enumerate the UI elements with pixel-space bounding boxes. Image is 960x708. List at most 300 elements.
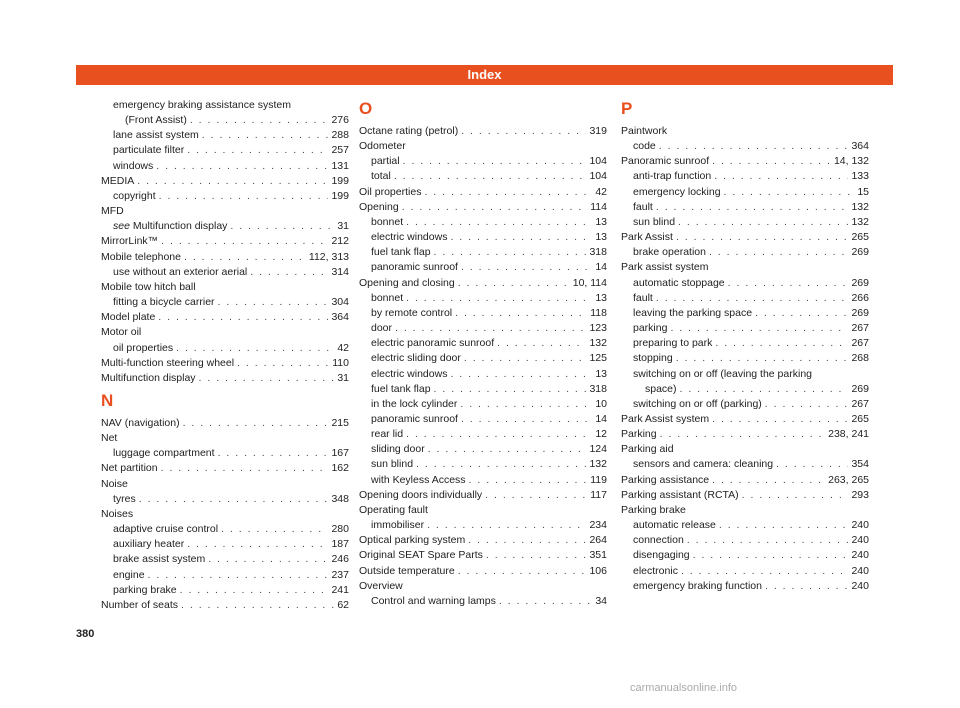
- entry-pages: 114: [590, 200, 607, 213]
- index-entry[interactable]: [359, 215, 607, 230]
- entry-label: luggage compartment: [113, 447, 215, 460]
- leader-dots: [184, 250, 306, 265]
- entry-pages: 266: [851, 291, 869, 304]
- index-entry[interactable]: [101, 265, 349, 280]
- index-entry[interactable]: [101, 552, 349, 567]
- leader-dots: [181, 598, 334, 613]
- leader-dots: [712, 154, 831, 169]
- entry-pages: 187: [331, 538, 349, 551]
- entry-label: parking: [633, 322, 668, 335]
- leader-dots: [218, 295, 329, 310]
- leader-dots: [712, 473, 825, 488]
- entry-pages: 246: [331, 553, 349, 566]
- index-entry[interactable]: [359, 169, 607, 184]
- entry-label: disengaging: [633, 549, 690, 562]
- leader-dots: [434, 245, 587, 260]
- index-entry[interactable]: [359, 185, 607, 200]
- leader-dots: [486, 548, 587, 563]
- index-column-2: [359, 98, 607, 609]
- leader-dots: [680, 382, 849, 397]
- leader-dots: [458, 564, 587, 579]
- entry-pages: 267: [851, 397, 869, 410]
- leader-dots: [159, 189, 329, 204]
- entry-pages: 133: [851, 170, 869, 183]
- leader-dots: [765, 579, 848, 594]
- entry-label: emergency locking: [633, 185, 721, 198]
- leader-dots: [434, 382, 587, 397]
- leader-dots: [406, 291, 592, 306]
- entry-pages: 132: [589, 337, 607, 350]
- index-entry[interactable]: [621, 230, 869, 245]
- index-entry[interactable]: [359, 260, 607, 275]
- entry-pages: 13: [595, 215, 607, 228]
- index-entry[interactable]: [101, 295, 349, 310]
- index-entry[interactable]: [101, 416, 349, 431]
- entry-pages: 132: [851, 200, 869, 213]
- leader-dots: [724, 185, 855, 200]
- entry-label: Opening: [359, 200, 399, 213]
- leader-dots: [461, 412, 592, 427]
- index-entry[interactable]: [101, 113, 349, 128]
- entry-pages: 42: [337, 341, 349, 354]
- entry-label: anti-trap function: [633, 170, 712, 183]
- entry-label: Multifunction display: [101, 371, 196, 384]
- leader-dots: [693, 548, 849, 563]
- entry-label: Parking: [621, 428, 657, 441]
- index-heading: Operating fault: [359, 503, 428, 516]
- index-entry[interactable]: [101, 583, 349, 598]
- index-entry[interactable]: [359, 594, 607, 609]
- entry-pages: 199: [331, 174, 349, 187]
- entry-label: Parking assistance: [621, 473, 710, 486]
- entry-label: Multifunction display: [132, 220, 228, 233]
- entry-pages: 162: [331, 462, 349, 475]
- entry-label: copyright: [113, 189, 156, 202]
- index-entry[interactable]: [101, 250, 349, 265]
- page-number: 380: [76, 628, 95, 640]
- entry-pages: 265: [851, 231, 869, 244]
- entry-pages: 276: [331, 114, 349, 127]
- leader-dots: [676, 230, 849, 245]
- index-entry[interactable]: [621, 291, 869, 306]
- leader-dots: [416, 457, 586, 472]
- entry-label: automatic stoppage: [633, 276, 725, 289]
- entry-label: Panoramic sunroof: [621, 155, 710, 168]
- index-heading: Park assist system: [621, 261, 709, 274]
- index-heading: Noises: [101, 507, 134, 520]
- leader-dots: [687, 533, 849, 548]
- entry-pages: 269: [851, 382, 869, 395]
- leader-dots: [394, 169, 587, 184]
- index-entry[interactable]: [621, 412, 869, 427]
- entry-label: electronic: [633, 564, 678, 577]
- leader-dots: [218, 446, 329, 461]
- entry-pages: 240: [851, 564, 869, 577]
- index-entry[interactable]: [101, 143, 349, 158]
- entry-label: Control and warning lamps: [371, 594, 496, 607]
- entry-label: panoramic sunroof: [371, 261, 458, 274]
- entry-pages: 132: [589, 458, 607, 471]
- index-column-1: [101, 98, 349, 613]
- entry-label: fuel tank flap: [371, 246, 431, 259]
- entry-label: preparing to park: [633, 337, 713, 350]
- entry-pages: 118: [590, 306, 607, 319]
- leader-dots: [765, 397, 849, 412]
- leader-dots: [719, 518, 849, 533]
- entry-pages: 104: [589, 155, 607, 168]
- entry-label: door: [371, 322, 393, 335]
- index-heading: MFD: [101, 205, 124, 218]
- leader-dots: [455, 306, 587, 321]
- index-entry[interactable]: [359, 200, 607, 215]
- index-entry[interactable]: [359, 276, 607, 291]
- leader-dots: [395, 321, 586, 336]
- entry-pages: 131: [331, 159, 349, 172]
- leader-dots: [450, 367, 592, 382]
- index-entry[interactable]: [621, 564, 869, 579]
- entry-label: electric panoramic sunroof: [371, 337, 495, 350]
- leader-dots: [199, 371, 335, 386]
- leader-dots: [406, 427, 592, 442]
- entry-label: space): [645, 382, 677, 395]
- leader-dots: [237, 356, 329, 371]
- entry-pages: 288: [331, 129, 349, 142]
- entry-pages: 269: [851, 306, 869, 319]
- leader-dots: [180, 583, 329, 598]
- leader-dots: [148, 568, 329, 583]
- entry-label: Mobile telephone: [101, 250, 181, 263]
- index-heading: Overview: [359, 579, 403, 592]
- entry-label: sun blind: [371, 458, 414, 471]
- leader-dots: [714, 169, 848, 184]
- index-entry[interactable]: [101, 598, 349, 613]
- leader-dots: [709, 245, 849, 260]
- entry-label: sliding door: [371, 443, 425, 456]
- entry-pages: 263, 265: [828, 473, 869, 486]
- leader-dots: [497, 336, 586, 351]
- entry-pages: 319: [589, 125, 607, 137]
- entry-label: brake assist system: [113, 553, 206, 566]
- entry-pages: 12: [595, 428, 607, 441]
- entry-pages: 212: [331, 235, 349, 248]
- entry-pages: 304: [331, 296, 349, 309]
- index-entry[interactable]: [621, 579, 869, 594]
- entry-label: emergency braking function: [633, 579, 762, 592]
- index-heading: Paintwork: [621, 125, 668, 137]
- index-entry[interactable]: [621, 518, 869, 533]
- see-reference: see: [113, 220, 130, 233]
- leader-dots: [776, 457, 848, 472]
- leader-dots: [158, 310, 328, 325]
- leader-dots: [156, 159, 328, 174]
- index-entry[interactable]: [359, 367, 607, 382]
- leader-dots: [681, 564, 849, 579]
- entry-pages: 265: [851, 412, 869, 425]
- entry-pages: 264: [589, 534, 607, 547]
- entry-pages: 240: [851, 549, 869, 562]
- entry-label: MirrorLink™: [101, 235, 159, 248]
- leader-dots: [460, 397, 592, 412]
- entry-label: Model plate: [101, 311, 156, 324]
- leader-dots: [190, 113, 329, 128]
- index-entry[interactable]: [101, 356, 349, 371]
- entry-pages: 13: [595, 231, 607, 244]
- index-entry[interactable]: [621, 185, 869, 200]
- index-entry[interactable]: [359, 548, 607, 563]
- entry-pages: 62: [337, 598, 349, 611]
- index-entry[interactable]: [621, 382, 869, 397]
- entry-pages: 117: [590, 488, 607, 501]
- entry-label: Octane rating (petrol): [359, 125, 459, 137]
- leader-dots: [187, 143, 328, 158]
- entry-label: fault: [633, 291, 653, 304]
- entry-pages: 234: [589, 519, 607, 532]
- index-heading: switching on or off (leaving the parking: [633, 367, 812, 380]
- leader-dots: [458, 276, 570, 291]
- leader-dots: [656, 291, 849, 306]
- index-heading: Net: [101, 432, 118, 445]
- leader-dots: [715, 336, 848, 351]
- leader-dots: [499, 594, 592, 609]
- entry-pages: 14, 132: [833, 155, 869, 168]
- entry-label: brake operation: [633, 246, 706, 259]
- entry-pages: 167: [331, 447, 349, 460]
- entry-label: partial: [371, 155, 400, 168]
- index-entry[interactable]: [621, 139, 869, 154]
- index-entry[interactable]: [359, 291, 607, 306]
- index-entry[interactable]: [101, 492, 349, 507]
- entry-label: by remote control: [371, 306, 453, 319]
- entry-label: Multi-function steering wheel: [101, 356, 235, 369]
- entry-pages: 237: [331, 568, 349, 581]
- index-entry[interactable]: [359, 427, 607, 442]
- entry-pages: 132: [851, 215, 869, 228]
- section-letter: P: [621, 99, 633, 118]
- entry-pages: 240: [851, 579, 869, 592]
- leader-dots: [139, 492, 329, 507]
- index-entry[interactable]: [621, 473, 869, 488]
- entry-label: Parking assistant (RCTA): [621, 488, 739, 501]
- entry-pages: 34: [595, 594, 607, 607]
- entry-pages: 293: [851, 488, 869, 501]
- index-entry[interactable]: [359, 154, 607, 169]
- entry-label: use without an exterior aerial: [113, 265, 248, 278]
- leader-dots: [469, 473, 588, 488]
- entry-label: oil properties: [113, 341, 174, 354]
- leader-dots: [202, 128, 329, 143]
- entry-label: code: [633, 140, 656, 153]
- index-entry[interactable]: [101, 537, 349, 552]
- index-entry[interactable]: [621, 200, 869, 215]
- leader-dots: [468, 533, 586, 548]
- index-entry[interactable]: [101, 371, 349, 386]
- entry-label: fault: [633, 200, 653, 213]
- leader-dots: [402, 200, 588, 215]
- index-entry[interactable]: [621, 336, 869, 351]
- leader-dots: [250, 265, 328, 280]
- index-entry[interactable]: [359, 397, 607, 412]
- entry-pages: 240: [851, 534, 869, 547]
- index-entry[interactable]: [621, 351, 869, 366]
- leader-dots: [712, 412, 848, 427]
- index-entry[interactable]: [621, 276, 869, 291]
- section-letter: N: [101, 390, 114, 410]
- entry-label: Original SEAT Spare Parts: [359, 549, 483, 562]
- entry-pages: 241: [331, 583, 349, 596]
- entry-pages: 364: [331, 311, 349, 324]
- index-heading: Parking brake: [621, 503, 686, 516]
- index-entry[interactable]: [359, 306, 607, 321]
- index-entry[interactable]: [359, 412, 607, 427]
- entry-label: in the lock cylinder: [371, 397, 458, 410]
- index-entry[interactable]: [101, 189, 349, 204]
- entry-label: Park Assist system: [621, 412, 710, 425]
- leader-dots: [230, 219, 334, 234]
- index-column-3: [621, 98, 869, 594]
- index-entry[interactable]: [621, 457, 869, 472]
- entry-label: sensors and camera: cleaning: [633, 458, 774, 471]
- entry-label: fitting a bicycle carrier: [113, 296, 215, 309]
- index-entry[interactable]: [359, 230, 607, 245]
- index-entry[interactable]: [359, 457, 607, 472]
- entry-pages: 364: [851, 140, 869, 153]
- entry-pages: 42: [595, 185, 607, 198]
- index-entry[interactable]: [621, 245, 869, 260]
- index-entry[interactable]: [359, 245, 607, 260]
- entry-pages: 123: [589, 322, 607, 335]
- entry-label: with Keyless Access: [371, 473, 466, 486]
- entry-label: engine: [113, 568, 145, 581]
- entry-label: Outside temperature: [359, 564, 455, 577]
- entry-pages: 110: [332, 356, 349, 369]
- index-entry[interactable]: [359, 351, 607, 366]
- leader-dots: [485, 488, 587, 503]
- entry-pages: 199: [331, 189, 349, 202]
- entry-label: immobiliser: [371, 519, 425, 532]
- entry-label: electric windows: [371, 231, 448, 244]
- entry-pages: 354: [851, 458, 869, 471]
- leader-dots: [403, 154, 587, 169]
- index-entry[interactable]: [101, 522, 349, 537]
- index-entry[interactable]: [359, 124, 607, 139]
- leader-dots: [424, 185, 592, 200]
- leader-dots: [742, 488, 849, 503]
- entry-pages: 14: [595, 412, 607, 425]
- entry-label: automatic release: [633, 519, 716, 532]
- index-entry[interactable]: [621, 169, 869, 184]
- header-title: Index: [467, 67, 502, 82]
- index-heading: Parking aid: [621, 443, 674, 456]
- index-entry[interactable]: [621, 533, 869, 548]
- entry-label: Opening doors individually: [359, 488, 483, 501]
- entry-label: particulate filter: [113, 144, 185, 157]
- index-entry[interactable]: [359, 336, 607, 351]
- index-entry[interactable]: [621, 154, 869, 169]
- index-entry[interactable]: [359, 382, 607, 397]
- index-entry[interactable]: [621, 427, 869, 442]
- index-entry[interactable]: [621, 215, 869, 230]
- entry-pages: 257: [331, 144, 349, 157]
- entry-pages: 238, 241: [828, 428, 869, 441]
- index-entry[interactable]: [101, 310, 349, 325]
- entry-label: connection: [633, 534, 684, 547]
- entry-label: lane assist system: [113, 129, 199, 142]
- section-letter: O: [359, 99, 373, 118]
- index-heading: Mobile tow hitch ball: [101, 280, 196, 293]
- index-heading: Odometer: [359, 140, 406, 153]
- index-heading: emergency braking assistance system: [113, 99, 291, 111]
- entry-label: switching on or off (parking): [633, 397, 762, 410]
- entry-label: sun blind: [633, 215, 676, 228]
- entry-label: MEDIA: [101, 174, 135, 187]
- entry-label: total: [371, 170, 391, 183]
- index-entry[interactable]: [621, 397, 869, 412]
- index-entry[interactable]: [101, 128, 349, 143]
- index-entry[interactable]: [621, 306, 869, 321]
- index-entry[interactable]: [101, 461, 349, 476]
- leader-dots: [187, 537, 328, 552]
- index-entry[interactable]: [359, 488, 607, 503]
- entry-label: (Front Assist): [125, 114, 187, 127]
- index-entry[interactable]: [359, 473, 607, 488]
- leader-dots: [461, 124, 586, 139]
- leader-dots: [670, 321, 848, 336]
- entry-pages: 13: [595, 291, 607, 304]
- index-entry[interactable]: [359, 518, 607, 533]
- entry-pages: 351: [589, 549, 607, 562]
- leader-dots: [221, 522, 328, 537]
- index-entry[interactable]: [101, 568, 349, 583]
- index-entry[interactable]: [359, 533, 607, 548]
- entry-label: parking brake: [113, 583, 177, 596]
- index-entry[interactable]: [101, 174, 349, 189]
- entry-pages: 31: [337, 371, 349, 384]
- entry-label: panoramic sunroof: [371, 412, 458, 425]
- index-entry[interactable]: [101, 446, 349, 461]
- index-heading: Motor oil: [101, 326, 142, 339]
- index-entry[interactable]: [101, 341, 349, 356]
- entry-pages: 10, 114: [572, 276, 607, 289]
- leader-dots: [406, 215, 592, 230]
- leader-dots: [464, 351, 587, 366]
- index-entry[interactable]: [101, 234, 349, 249]
- index-entry[interactable]: [359, 564, 607, 579]
- entry-label: electric windows: [371, 367, 448, 380]
- entry-pages: 119: [590, 473, 607, 486]
- entry-label: windows: [113, 159, 154, 172]
- index-entry[interactable]: [101, 219, 349, 234]
- leader-dots: [161, 234, 328, 249]
- entry-pages: 31: [337, 220, 349, 233]
- index-entry[interactable]: [621, 548, 869, 563]
- leader-dots: [755, 306, 848, 321]
- entry-label: fuel tank flap: [371, 382, 431, 395]
- entry-pages: 269: [851, 246, 869, 259]
- entry-pages: 267: [851, 337, 869, 350]
- index-entry[interactable]: [621, 488, 869, 503]
- leader-dots: [659, 139, 849, 154]
- leader-dots: [137, 174, 328, 189]
- index-entry[interactable]: [359, 442, 607, 457]
- entry-pages: 10: [595, 397, 607, 410]
- footer-watermark: carmanualsonline.info: [630, 682, 738, 694]
- index-entry[interactable]: [359, 321, 607, 336]
- index-entry[interactable]: [101, 159, 349, 174]
- index-heading: Noise: [101, 477, 128, 490]
- entry-pages: 268: [851, 352, 869, 365]
- index-entry[interactable]: [621, 321, 869, 336]
- entry-label: leaving the parking space: [633, 306, 753, 319]
